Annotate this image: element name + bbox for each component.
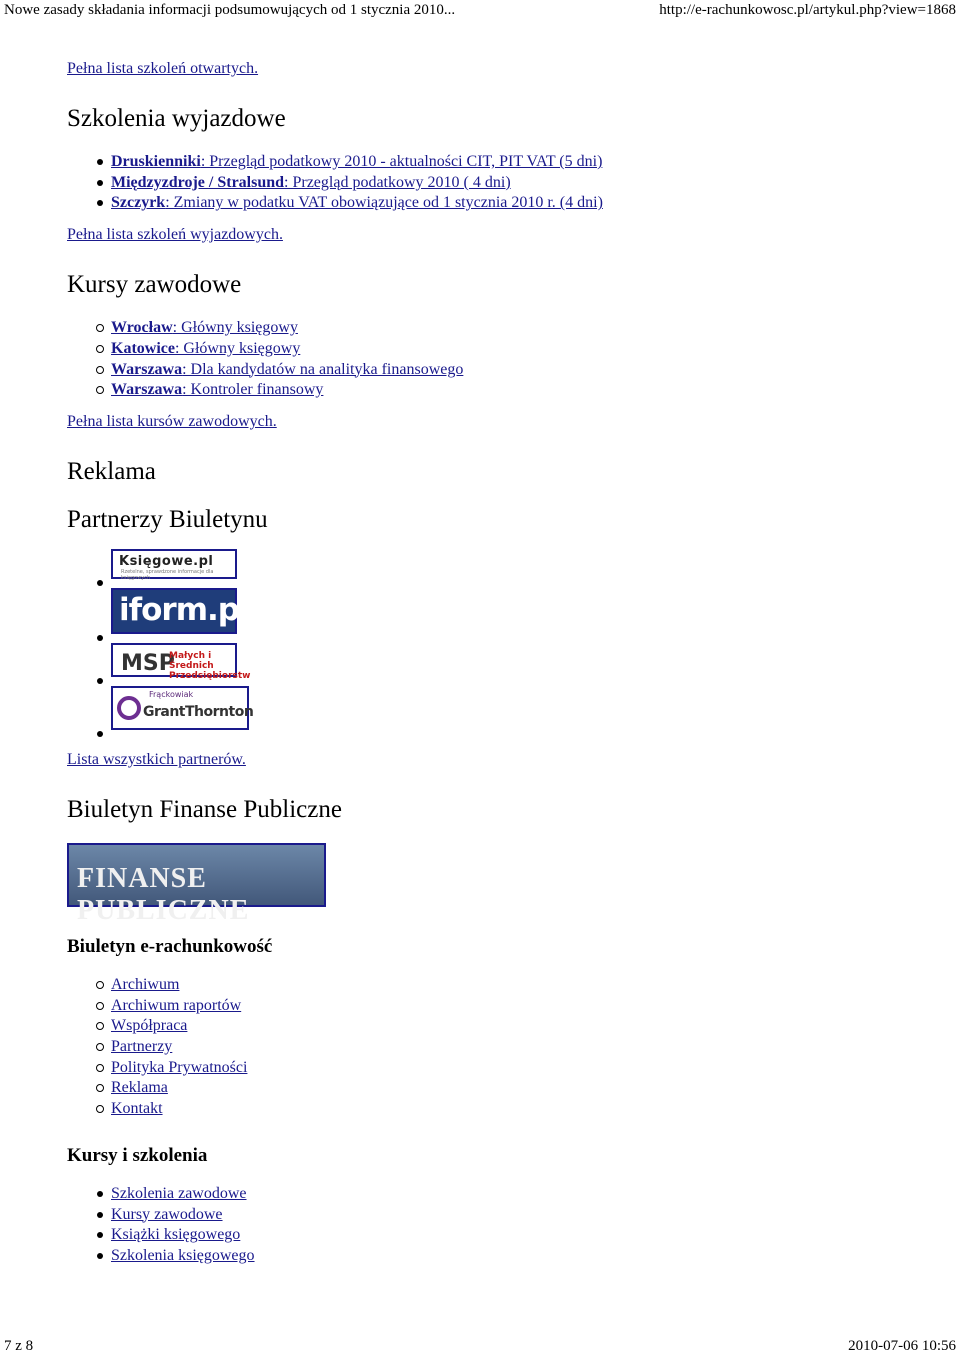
course-label: : Kontroler finansowy xyxy=(182,381,324,399)
grant-thornton-ring-icon xyxy=(117,696,141,720)
list-item xyxy=(111,1099,927,1120)
list-item xyxy=(111,643,927,686)
list-item xyxy=(111,1246,927,1267)
logo-text: iform.pl xyxy=(119,591,249,628)
main-content xyxy=(67,58,927,1277)
reklama-link[interactable]: Reklama xyxy=(111,1079,168,1097)
city-label: Szczyrk xyxy=(111,194,166,212)
page-url: http://e-rachunkowosc.pl/artykul.php?view=1868 xyxy=(659,2,956,18)
city-label: Warszawa xyxy=(111,360,183,378)
course-link-3[interactable] xyxy=(111,361,463,378)
list-item xyxy=(111,193,927,214)
szkolenia-ksiegowego-link[interactable]: Szkolenia księgowego xyxy=(111,1246,255,1264)
course-label: : Dla kandydatów na analityka finansowego xyxy=(182,360,464,378)
list-item xyxy=(111,339,927,360)
city-label: Wrocław xyxy=(111,319,173,337)
logo-subtext: Rzetelne, sprawdzone informacje dla księgowych xyxy=(121,568,214,581)
list-item xyxy=(111,1037,927,1058)
iform-logo[interactable] xyxy=(111,588,249,634)
list-item xyxy=(111,1016,927,1037)
course-link-4[interactable] xyxy=(111,381,323,398)
course-link-1[interactable] xyxy=(111,319,298,336)
course-label: : Główny księgowy xyxy=(172,319,298,337)
travel-more-link[interactable]: Pełna lista szkoleń wyjazdowych. xyxy=(67,226,283,244)
logo-text: Księgowe.pl xyxy=(119,553,214,569)
archiwum-raportow-link[interactable]: Archiwum raportów xyxy=(111,996,242,1014)
ads-heading: Reklama xyxy=(67,457,156,485)
list-item xyxy=(111,1078,927,1099)
course-label: : Zmiany w podatku VAT obowiązujące od 1 stycznia 2010 r. (4 dni) xyxy=(165,194,603,212)
list-item xyxy=(111,975,927,996)
list-item xyxy=(111,360,927,381)
archiwum-link[interactable]: Archiwum xyxy=(111,975,180,993)
list-item xyxy=(111,686,927,739)
courses-more-link[interactable]: Pełna lista kursów zawodowych. xyxy=(67,412,277,430)
print-datetime: 2010-07-06 10:56 xyxy=(848,1338,956,1354)
list-item xyxy=(111,549,927,588)
list-item xyxy=(111,173,927,194)
msp-logo[interactable] xyxy=(111,643,251,681)
logo-text: GrantThornton xyxy=(143,703,254,720)
szkolenia-zawodowe-link[interactable]: Szkolenia zawodowe xyxy=(111,1184,247,1202)
list-item xyxy=(111,380,927,401)
open-trainings-link[interactable]: Pełna lista szkoleń otwartych. xyxy=(67,60,259,77)
course-label: : Przegląd podatkowy 2010 ( 4 dni) xyxy=(284,173,511,191)
page-number: 7 z 8 xyxy=(4,1338,34,1354)
page-title: Nowe zasady składania informacji podsumowujących od 1 stycznia 2010... xyxy=(4,2,456,18)
list-item xyxy=(111,152,927,173)
courses-list xyxy=(67,318,927,401)
partnerzy-link[interactable]: Partnerzy xyxy=(111,1038,173,1056)
travel-link-3[interactable] xyxy=(111,194,603,211)
city-label: Druskienniki xyxy=(111,153,201,170)
course-link-2[interactable] xyxy=(111,340,300,357)
partners-list xyxy=(67,549,927,739)
list-item xyxy=(111,1205,927,1226)
finanse-publiczne-banner[interactable] xyxy=(67,843,326,926)
course-label: : Główny księgowy xyxy=(174,339,301,357)
grant-thornton-logo[interactable] xyxy=(111,686,254,730)
partners-more-link[interactable]: Lista wszystkich partnerów. xyxy=(67,750,246,768)
travel-link-1[interactable] xyxy=(111,153,602,170)
kontakt-link[interactable]: Kontakt xyxy=(111,1100,163,1118)
city-label: Katowice xyxy=(111,339,175,357)
city-label: Warszawa xyxy=(111,381,183,399)
courses-heading: Kursy zawodowe xyxy=(67,271,242,299)
banner-text: FINANSE PUBLICZNE xyxy=(77,862,250,926)
ksiegowe-logo[interactable] xyxy=(111,549,237,579)
biuletyn-list xyxy=(67,975,927,1120)
logo-subtext: Małych i Średnich Przedsiębiorstw xyxy=(169,650,251,681)
list-item xyxy=(111,588,927,643)
fp-heading: Biuletyn Finanse Publiczne xyxy=(67,795,342,823)
travel-list xyxy=(67,152,927,214)
wspolpraca-link[interactable]: Współpraca xyxy=(111,1017,188,1035)
partners-heading: Partnerzy Biuletynu xyxy=(67,505,268,533)
list-item xyxy=(111,996,927,1017)
print-header xyxy=(0,0,960,22)
ksiazki-link[interactable]: Książki księgowego xyxy=(111,1226,241,1244)
list-item xyxy=(111,1225,927,1246)
kursy-list xyxy=(67,1184,927,1267)
list-item xyxy=(111,1184,927,1205)
logo-text: MSP xyxy=(121,650,175,676)
kursy-zawodowe-link[interactable]: Kursy zawodowe xyxy=(111,1205,223,1223)
list-item xyxy=(111,318,927,339)
travel-heading: Szkolenia wyjazdowe xyxy=(67,105,286,132)
travel-link-2[interactable] xyxy=(111,174,511,191)
course-label: : Przegląd podatkowy 2010 - aktualności CIT, PIT VAT (5 dni) xyxy=(200,153,603,170)
biuletyn-heading: Biuletyn e-rachunkowość xyxy=(67,935,273,957)
logo-subtext: Frąckowiak xyxy=(149,689,194,699)
city-label: Międzyzdroje / Stralsund xyxy=(111,173,285,191)
list-item xyxy=(111,1058,927,1079)
kursy-heading: Kursy i szkolenia xyxy=(67,1144,208,1166)
polityka-link[interactable]: Polityka Prywatności xyxy=(111,1058,248,1076)
